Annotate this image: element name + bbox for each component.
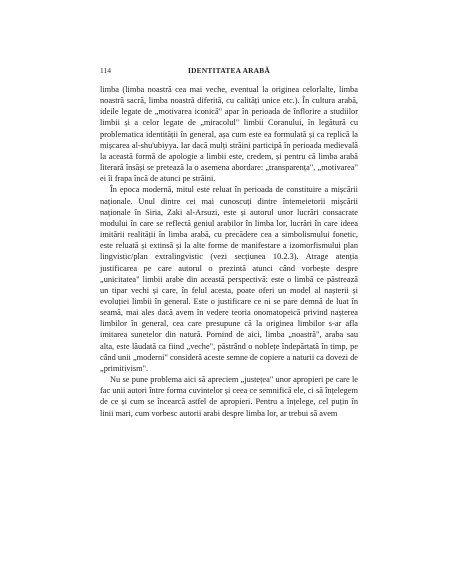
page-number: 114 (100, 66, 112, 75)
page-header (100, 66, 358, 80)
paragraph: Nu se pune problema aici să apreciem „justețea" unor apropieri pe care le fac unii autori între forma cuvintelor și ceea ce semnifică ele, ci să înțelegem de ce și cum se încearcă astfel de apropieri. Pentru a înțelege, cel puțin în linii mari, cum vorbesc autorii arabi despre limba lor, ar trebui să avem (100, 375, 358, 418)
running-title: IDENTITATEA ARABĂ (187, 66, 271, 75)
paragraph: În epoca modernă, mitul este reluat în perioada de constituire a mișcării naționale. Unul dintre cei mai cunoscuți dintre întemeietorii mișcării naționale în Siria, Zaki al-Arsuzi, este și autorul unor lucrări consacrate modului în care se reflectă geniul arabilor în limba lor, lucrări în care ideea imitării realității în limba arabă, cu precădere cea a simbolismului fonetic, este reluată și extinsă și la alte forme de manifestare a izomorfismului plan lingvistic/plan extralingvistic (vezi secțiunea 10.2.3). Atrage atenția justificarea pe care autorul o prezintă atunci când vorbește despre „unicitatea" limbii arabe din această perspectivă: este o limbă ce păstrează un tipar vechi și care, în felul acesta, poate oferi un model al nașterii și evoluției limbii în general. Este o justificare ce ni se pare demnă de luat în seamă, mai ales dacă avem în vedere teoria onomatopeică privind nașterea limbilor în general, cea care presupune că la originea limbilor s-ar afla imitarea sunetelor din natură. Pornind de aici, limba „noastră", araba sau alta, este lăudată ca fiind „veche", păstrând o noblețe îndepărtată în timp, pe când unii „moderni" consideră aceste semne de copiere a naturii ca dovezi de „primitivism". (100, 185, 358, 373)
paragraph-continued: limba (limba noastră cea mai veche, eventual la originea celorlalte, limba noastră sacră, limba noastră diferită, cu calități unice etc.). În cultura arabă, ideile legate de „motivarea iconică" apar în perioada de înflorire a studiilor limbii și a celor legate de „miracolul" limbii Coranului, în legătură cu problematica identității în general, așa cum este ea formulată și ca replică la mișcarea al-shu'ubiyya. Iar dacă mulți străini participă în perioada medievală la această formă de apologie a limbii este, credem, și pentru că limba arabă literară însăși se pretează la o asemena abordare: „transparența", „motivarea" ei îi frapa încă de atunci pe străini. (100, 85, 358, 184)
book-page (100, 66, 358, 419)
page-body (100, 84, 358, 419)
